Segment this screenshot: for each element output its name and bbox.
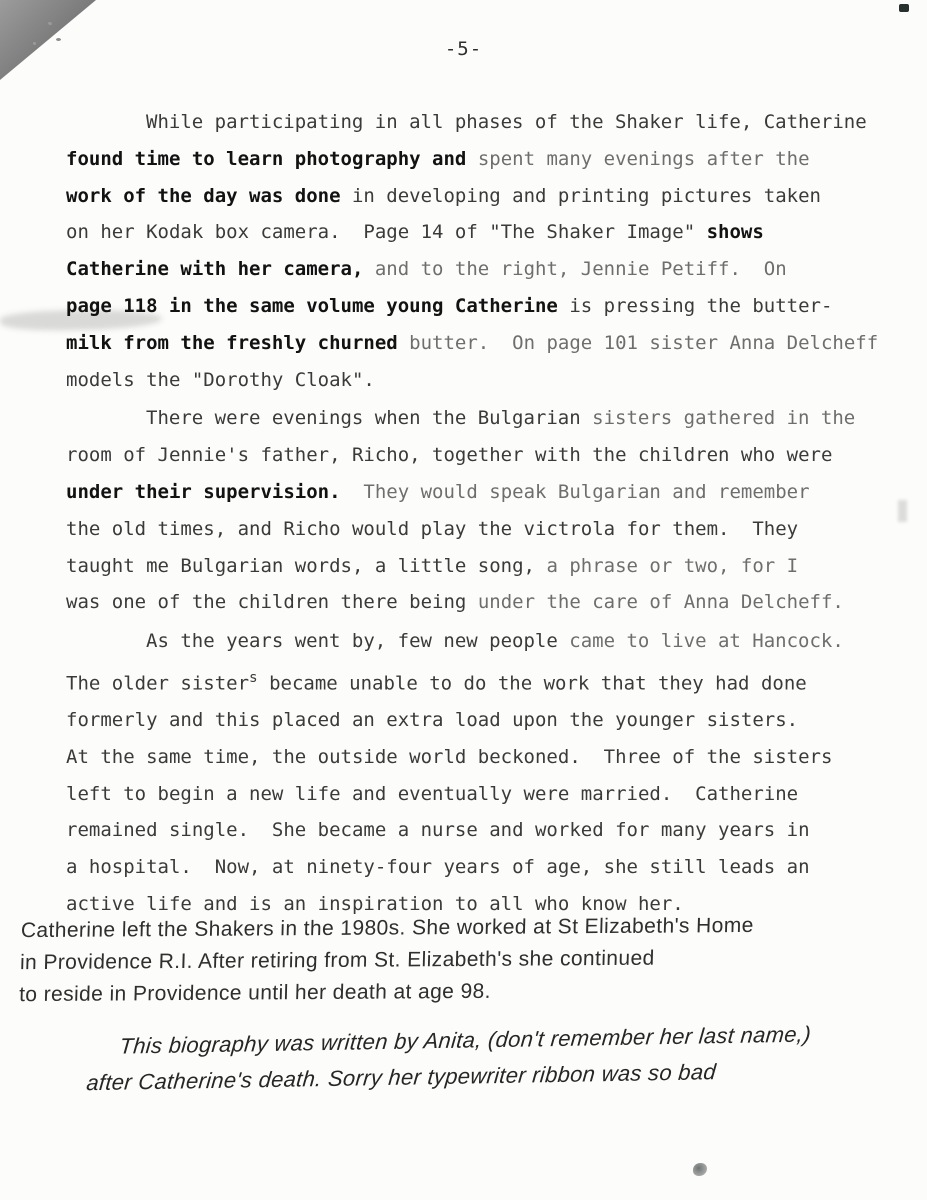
typed-line: a hospital. Now, at ninety-four years of age, she still leads an: [66, 856, 810, 879]
typed-line: under their supervision. They would speak Bulgarian and remember: [66, 480, 810, 503]
typed-line: At the same time, the outside world beckoned. Three of the sisters: [66, 745, 833, 768]
typed-line: The older sister$^s$ became unable to do the work that they had done: [66, 669, 807, 695]
typed-line: active life and is an inspiration to all who know her.: [66, 893, 684, 916]
typed-line: While participating in all phases of the Shaker life, Catherine: [146, 111, 867, 133]
handwritten-note-author-credit: [85, 1015, 911, 1101]
typed-line: There were evenings when the Bulgarian sisters gathered in the: [146, 407, 856, 430]
typed-line: was one of the children there being under the care of Anna Delcheff.: [66, 591, 844, 614]
typed-line: taught me Bulgarian words, a little song, a phrase or two, for I: [66, 554, 799, 577]
typed-line: formerly and this placed an extra load upon the younger sisters.: [66, 709, 799, 732]
typed-paragraph: [66, 623, 922, 923]
typed-line: As the years went by, few new people came to live at Hancock.: [146, 630, 844, 653]
handwritten-line: in Providence R.I. After retiring from St. Elizabeth's she continued: [19, 946, 656, 975]
handwritten-line: after Catherine's death. Sorry her typewriter ribbon was so bad: [85, 1059, 718, 1096]
typed-line: work of the day was done in developing and printing pictures taken: [66, 184, 821, 207]
typed-line: models the "Dorothy Cloak".: [66, 368, 375, 391]
typed-line: room of Jennie's father, Richo, together with the children who were: [66, 444, 833, 467]
handwritten-line: to reside in Providence until her death at age 98.: [18, 979, 492, 1007]
handwritten-line: This biography was written by Anita, (don't remember her last name,): [118, 1021, 813, 1059]
typed-paragraph: [66, 104, 922, 398]
page-number: -5-: [444, 38, 483, 60]
scan-artifact-blot: [693, 1163, 707, 1176]
typed-line: milk from the freshly churned butter. On page 101 sister Anna Delcheff: [66, 331, 879, 354]
typed-line: on her Kodak box camera. Page 14 of "The Shaker Image" shows: [66, 221, 764, 244]
typed-paragraph: [66, 400, 922, 621]
typed-line: Catherine with her camera, and to the right, Jennie Petiff. On: [66, 258, 787, 281]
handwritten-line: Catherine left the Shakers in the 1980s. She worked at St Elizabeth's Home: [20, 913, 755, 943]
typed-line: found time to learn photography and spent many evenings after the: [66, 147, 810, 170]
typed-line: page 118 in the same volume young Catherine is pressing the butter-: [66, 294, 833, 317]
typed-body-text: [66, 104, 922, 923]
typed-line: the old times, and Richo would play the victrola for them. They: [66, 517, 799, 540]
typed-line: left to begin a new life and eventually were married. Catherine: [66, 782, 799, 805]
typed-line: remained single. She became a nurse and worked for many years in: [66, 819, 810, 842]
handwritten-note-biography-update: [19, 909, 910, 1011]
scan-artifact-corner-mark: [899, 4, 909, 12]
